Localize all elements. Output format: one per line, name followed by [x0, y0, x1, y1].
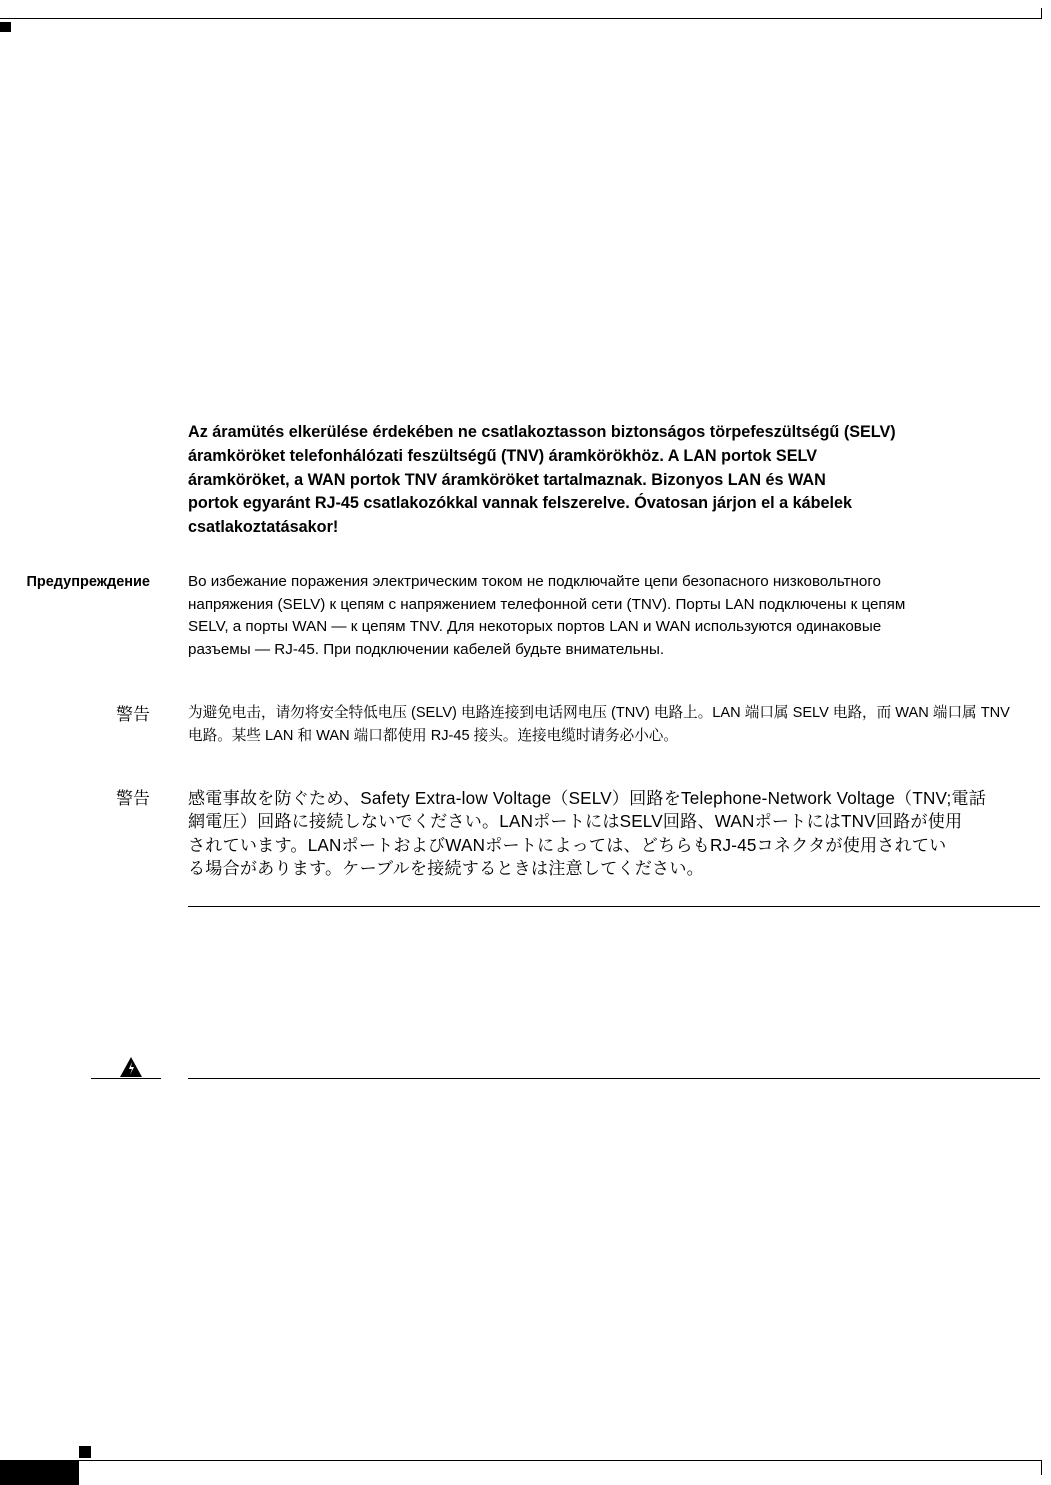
warning-label-russian: Предупреждение — [26, 574, 150, 590]
footer-rule-tick — [1041, 1461, 1042, 1475]
warning-text-hungarian: Az áramütés elkerülése érdekében ne csatlakoztasson biztonságos törpefeszültségű (SELV) áramköröket telefonhálózati feszültségű (TNV) áramkörökhöz. A LAN portok SELV áramköröket, a WAN portok TNV áramköröket tartalmaznak. Bizonyos LAN és WAN portok egyaránt RJ-45 csatlakozókkal vannak felszerelve. Óvatosan járjon el a kábelek csatlakoztatásakor! — [188, 423, 896, 537]
warning-header-rule — [188, 1078, 1040, 1079]
footer-marker — [79, 1446, 91, 1458]
header-rule — [0, 18, 1042, 19]
electrical-hazard-icon — [119, 1055, 157, 1079]
section-divider — [188, 906, 1040, 907]
header-rule-tick — [1041, 8, 1042, 19]
warning-label-japanese: 警告 — [116, 789, 150, 808]
warning-text-russian: Во избежание поражения электрическим током не подключайте цепи безопасного низковольтного напряжения (SELV) к цепям с напряжением телефонной сети (TNV). Порты LAN подключены к цепям SELV, а порты WAN — к цепям TNV. Для некоторых портов LAN и WAN используются одинаковые разъемы — RJ-45. При подключении кабелей будьте внимательны. — [188, 573, 906, 658]
footer-rule — [0, 1460, 1042, 1461]
header-marker — [0, 22, 11, 32]
warning-text-japanese: 感電事故を防ぐため、Safety Extra-low Voltage（SELV）回路をTelephone-Network Voltage（TNV;電話 網電圧）回路に接続しないでください。LANポートにはSELV回路、WANポートにはTNV回路が使用 されています。LANポートおよびWANポートによっては、どちらもRJ-45コネクタが使用されてい る場合があります。ケーブルを接続するときは注意してください。 — [188, 789, 987, 879]
footer-page-tab — [0, 1461, 79, 1485]
warning-text-chinese: 为避免电击，请勿将安全特低电压 (SELV) 电路连接到电话网电压 (TNV) 电路上。LAN 端口属 SELV 电路，而 WAN 端口属 TNV 电路。某些 LAN 和 WAN 端口都使用 RJ-45 接头。连接电缆时请务必小心。 — [188, 705, 1010, 744]
warning-label-chinese: 警告 — [116, 705, 150, 724]
